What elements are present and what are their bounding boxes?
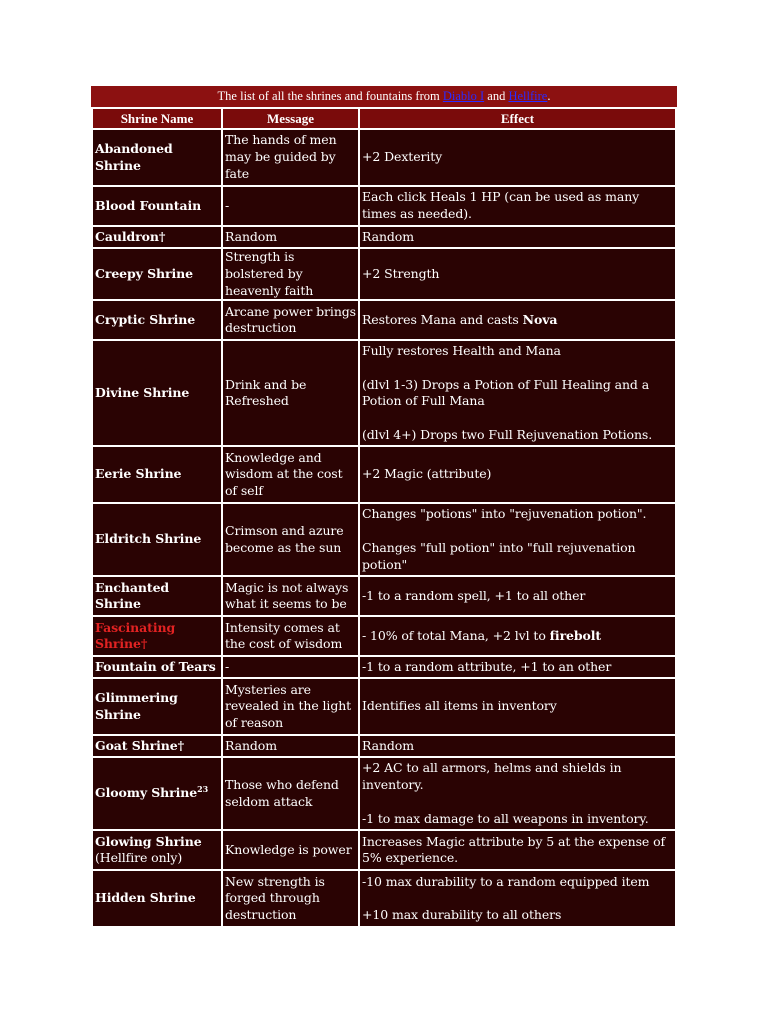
table-row: [93, 187, 675, 225]
shrine-name: Abandoned Shrine: [93, 130, 221, 185]
header-shrine-name: Shrine Name: [93, 109, 221, 128]
shrine-name: Divine Shrine: [93, 341, 221, 445]
shrine-effect: Identifies all items in inventory: [360, 679, 675, 734]
table-row: [93, 679, 675, 734]
shrine-message: -: [223, 657, 358, 677]
shrine-message: New strength is forged through destruction: [223, 871, 358, 926]
shrine-name: Creepy Shrine: [93, 249, 221, 299]
shrines-table: [91, 107, 677, 928]
shrine-message: Knowledge and wisdom at the cost of self: [223, 447, 358, 502]
spell-name: firebolt: [549, 627, 602, 643]
table-row: [93, 249, 675, 299]
shrine-message: The hands of men may be guided by fate: [223, 130, 358, 185]
shrine-message: Those who defend seldom attack: [223, 758, 358, 829]
table-row: [93, 871, 675, 926]
table-row: [93, 301, 675, 339]
shrine-effect: +2 AC to all armors, helms and shields in inventory. -1 to max damage to all weapons in inventory.: [360, 758, 675, 829]
table-row: [93, 504, 675, 575]
table-caption: The list of all the shrines and fountains from Diablo I and Hellfire.: [91, 86, 677, 107]
shrine-name: Blood Fountain: [93, 187, 221, 225]
shrine-message: Drink and be Refreshed: [223, 341, 358, 445]
shrine-message: Knowledge is power: [223, 831, 358, 869]
shrine-name: Cryptic Shrine: [93, 301, 221, 339]
shrine-effect: Each click Heals 1 HP (can be used as many times as needed).: [360, 187, 675, 225]
footnote-ref[interactable]: 23: [197, 784, 209, 795]
table-row: [93, 577, 675, 615]
table-row: [93, 130, 675, 185]
shrine-message: Arcane power brings destruction: [223, 301, 358, 339]
shrine-name: Goat Shrine†: [93, 736, 221, 756]
shrine-effect: - 10% of total Mana, +2 lvl to firebolt: [360, 617, 675, 655]
shrine-message: Crimson and azure become as the sun: [223, 504, 358, 575]
table-row: [93, 657, 675, 677]
shrine-name: Enchanted Shrine: [93, 577, 221, 615]
shrine-effect: -10 max durability to a random equipped item +10 max durability to all others: [360, 871, 675, 926]
shrine-effect: +2 Magic (attribute): [360, 447, 675, 502]
spell-name: Nova: [522, 311, 558, 327]
shrines-table-wrapper: [91, 86, 677, 928]
shrine-name: Eldritch Shrine: [93, 504, 221, 575]
diablo-link[interactable]: Diablo I: [442, 89, 485, 103]
table-row: [93, 447, 675, 502]
table-row: [93, 831, 675, 869]
table-header-row: [93, 109, 675, 128]
shrine-effect: +2 Dexterity: [360, 130, 675, 185]
shrine-name: Glimmering Shrine: [93, 679, 221, 734]
shrine-name: Fountain of Tears: [93, 657, 221, 677]
shrine-effect: Changes "potions" into "rejuvenation potion". Changes "full potion" into "full rejuvenation potion": [360, 504, 675, 575]
shrine-name: Fascinating Shrine†: [93, 617, 221, 655]
shrine-name: Gloomy Shrine$^{23}$: [93, 758, 221, 829]
shrine-message: Intensity comes at the cost of wisdom: [223, 617, 358, 655]
table-row: [93, 341, 675, 445]
shrine-effect: Fully restores Health and Mana (dlvl 1-3) Drops a Potion of Full Healing and a Potion of Full Mana (dlvl 4+) Drops two Full Rejuvenation Potions.: [360, 341, 675, 445]
shrine-effect: Random: [360, 227, 675, 247]
table-row: [93, 736, 675, 756]
shrine-message: Strength is bolstered by heavenly faith: [223, 249, 358, 299]
shrine-note: (Hellfire only): [95, 850, 183, 866]
shrine-message: Random: [223, 736, 358, 756]
shrine-name: Cauldron†: [93, 227, 221, 247]
shrine-effect: Random: [360, 736, 675, 756]
shrine-effect: -1 to a random spell, +1 to all other: [360, 577, 675, 615]
shrine-effect: Increases Magic attribute by 5 at the expense of 5% experience.: [360, 831, 675, 869]
header-effect: Effect: [360, 109, 675, 128]
table-row: [93, 227, 675, 247]
shrine-message: Mysteries are revealed in the light of reason: [223, 679, 358, 734]
shrine-effect: Restores Mana and casts Nova: [360, 301, 675, 339]
shrine-name: Glowing Shrine (Hellfire only): [93, 831, 221, 869]
table-row: [93, 617, 675, 655]
shrine-message: Magic is not always what it seems to be: [223, 577, 358, 615]
hellfire-link[interactable]: Hellfire: [508, 89, 548, 103]
header-message: Message: [223, 109, 358, 128]
table-row: [93, 758, 675, 829]
shrine-message: Random: [223, 227, 358, 247]
shrine-name: Hidden Shrine: [93, 871, 221, 926]
shrine-name: Eerie Shrine: [93, 447, 221, 502]
shrine-message: -: [223, 187, 358, 225]
shrine-effect: +2 Strength: [360, 249, 675, 299]
shrine-effect: -1 to a random attribute, +1 to an other: [360, 657, 675, 677]
